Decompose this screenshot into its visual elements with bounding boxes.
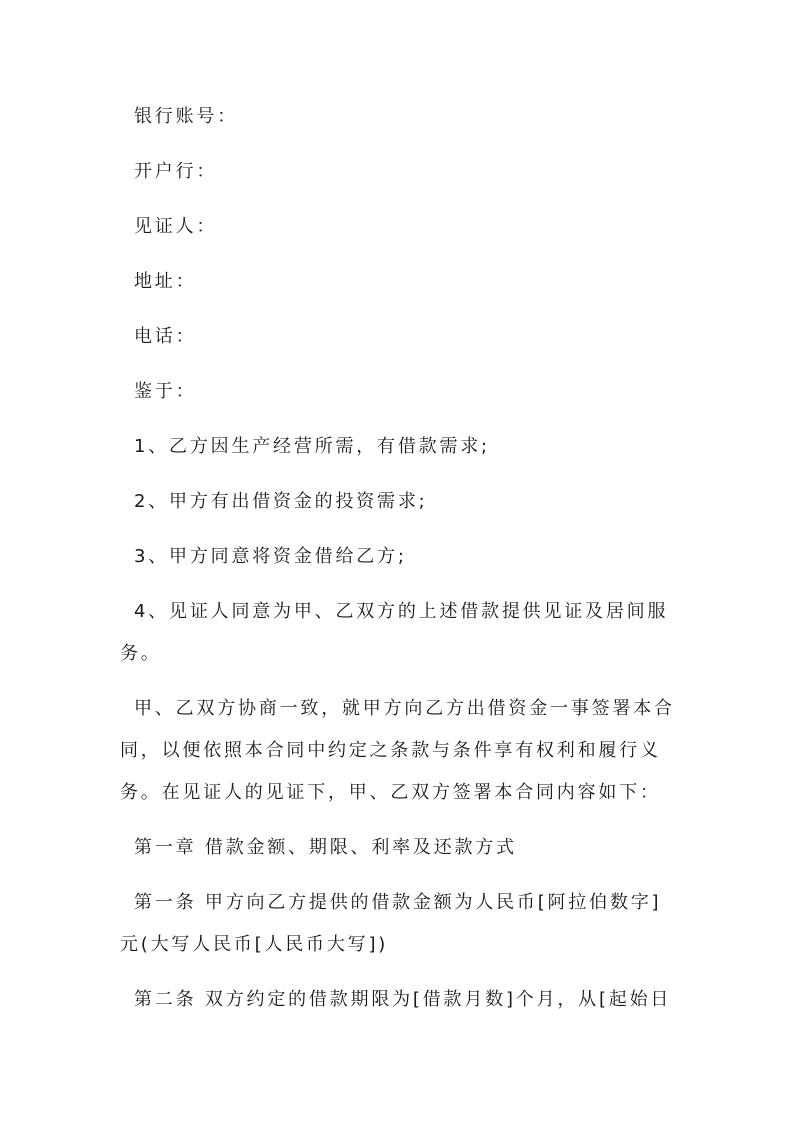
address-label: 地址： [134, 271, 197, 292]
bank-branch-label: 开户行： [134, 161, 218, 182]
phone-label: 电话： [134, 326, 197, 347]
article-2: 第二条 双方约定的借款期限为[借款月数]个月，从[起始日 [134, 989, 672, 1010]
whereas-item-2: 2、甲方有出借资金的投资需求; [134, 491, 428, 512]
chapter-1-heading: 第一章 借款金额、期限、利率及还款方式 [134, 837, 517, 858]
witness-label: 见证人： [134, 216, 218, 237]
whereas-item-1: 1、乙方因生产经营所需，有借款需求; [134, 436, 490, 457]
whereas-item-4: 4、见证人同意为甲、乙双方的上述借款提供见证及居间服务。 [120, 601, 669, 664]
article-1: 第一条 甲方向乙方提供的借款金额为人民币[阿拉伯数字]元(大写人民币[人民币大写]) [120, 892, 662, 955]
whereas-item-3: 3、甲方同意将资金借给乙方; [134, 546, 407, 567]
document-body [120, 96, 676, 1034]
whereas-heading: 鉴于： [134, 381, 197, 402]
bank-account-label: 银行账号： [134, 106, 238, 127]
agreement-paragraph: 甲、乙双方协商一致，就甲方向乙方出借资金一事签署本合同，以便依照本合同中约定之条款与条件享有权利和履行义务。在见证人的见证下，甲、乙双方签署本合同内容如下： [120, 698, 675, 803]
